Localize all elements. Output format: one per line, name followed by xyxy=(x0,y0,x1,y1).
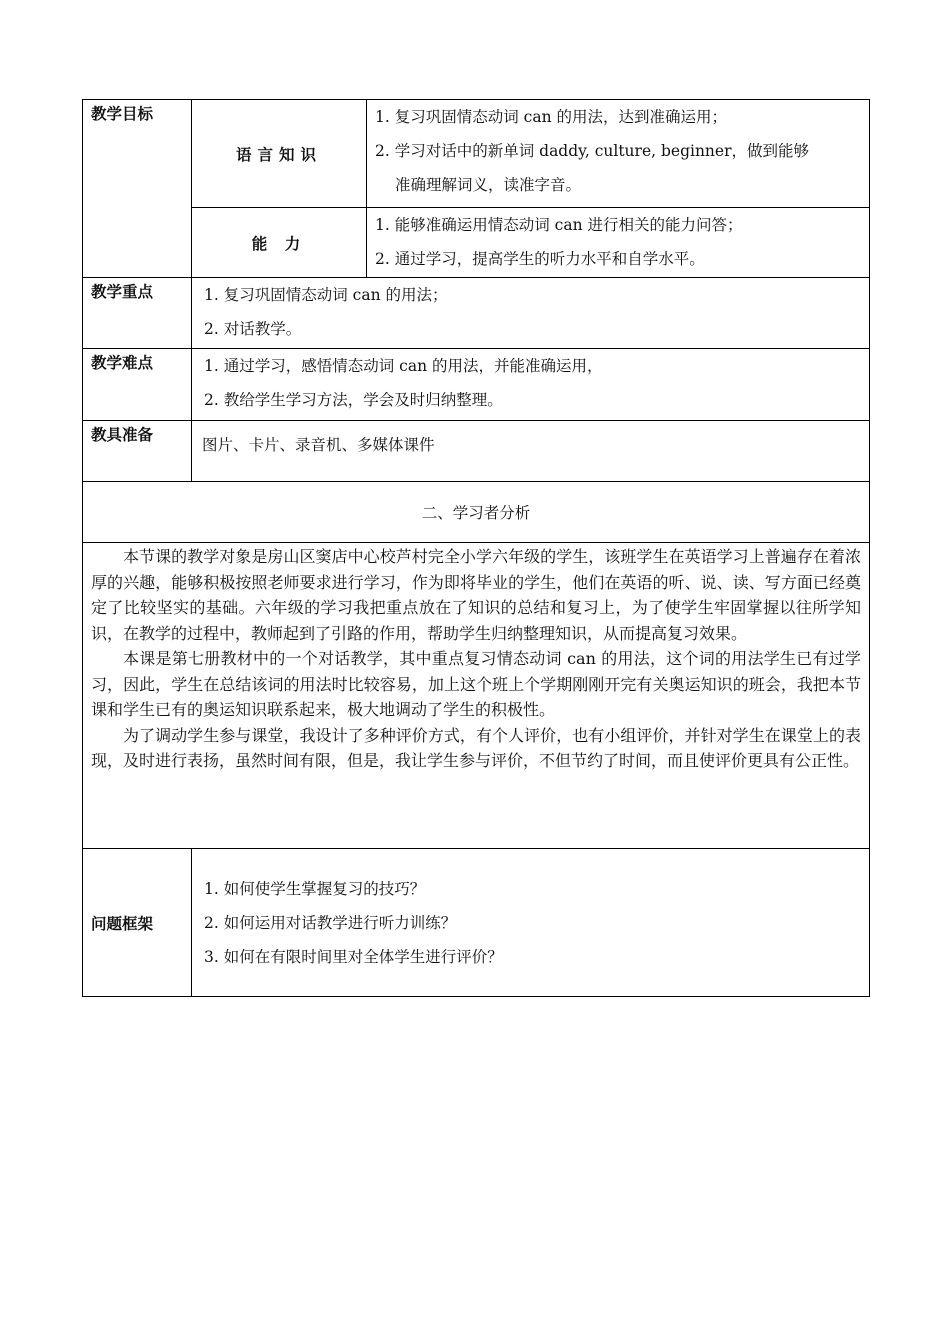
ability-label: 能 力 xyxy=(192,208,367,278)
tools-text: 图片、卡片、录音机、多媒体课件 xyxy=(202,436,435,454)
question-3: 3. 如何在有限时间里对全体学生进行评价？ xyxy=(204,947,503,966)
difficulties-heading: 教学难点 xyxy=(83,349,192,421)
objectives-heading: 教学目标 xyxy=(83,100,192,278)
analysis-paragraph-2: 本课是第七册教材中的一个对话教学，其中重点复习情态动词 can 的用法，这个词的用法学生已有过学习，因此，学生在总结该词的用法时比较容易，加上这个班上个学期刚刚开完有关奥运知识的班会，我把本节课和学生已有的奥运知识联系起来，极大地调动了学生的积极性。 xyxy=(91,649,861,719)
key-point-1: 1. 复习巩固情态动词 can 的用法； xyxy=(204,286,448,304)
objectives-language-row xyxy=(83,100,870,208)
learner-analysis-row xyxy=(83,543,870,849)
key-points-items xyxy=(192,278,870,349)
analysis-paragraph-3: 为了调动学生参与课堂，我设计了多种评价方式，有个人评价，也有小组评价，并针对学生在课堂上的表现，及时进行表扬，虽然时间有限，但是，我让学生参与评价，不但节约了时间，而且使评价更具有公正性。 xyxy=(91,725,861,770)
question-1: 1. 如何使学生掌握复习的技巧？ xyxy=(204,879,426,898)
language-knowledge-items xyxy=(367,100,870,208)
ability-item-2: 2. 通过学习，提高学生的听力水平和自学水平。 xyxy=(375,250,705,268)
objectives-ability-row xyxy=(83,208,870,278)
questions-heading: 问题框架 xyxy=(83,849,192,997)
tools-row xyxy=(83,421,870,482)
analysis-paragraph-1: 本节课的教学对象是房山区窦店中心校芦村完全小学六年级的学生，该班学生在英语学习上普遍存在着浓厚的兴趣，能够积极按照老师要求进行学习，作为即将毕业的学生，他们在英语的听、说、读、写方面已经奠定了比较坚实的基础。六年级的学习我把重点放在了知识的总结和复习上，为了使学生牢固掌握以往所学知识，在教学的过程中，教师起到了引路的作用，帮助学生归纳整理知识，从而提高复习效果。 xyxy=(91,547,861,643)
difficulties-row xyxy=(83,349,870,421)
language-item-1: 1. 复习巩固情态动词 can 的用法，达到准确运用； xyxy=(375,108,727,126)
key-point-2: 2. 对话教学。 xyxy=(204,320,302,338)
difficulty-2: 2. 教给学生学习方法，学会及时归纳整理。 xyxy=(204,391,503,409)
difficulty-1: 1. 通过学习，感悟情态动词 can 的用法，并能准确运用， xyxy=(204,357,603,375)
lesson-plan-table xyxy=(82,99,870,997)
questions-row xyxy=(83,849,870,997)
ability-item-1: 1. 能够准确运用情态动词 can 进行相关的能力问答； xyxy=(375,216,743,234)
learner-analysis-title-row xyxy=(83,482,870,543)
language-item-2-cont: 准确理解词义，读准字音。 xyxy=(395,176,582,194)
key-points-row xyxy=(83,278,870,349)
questions-items xyxy=(192,849,870,997)
tools-heading: 教具准备 xyxy=(83,421,192,482)
tools-cell xyxy=(192,421,870,482)
language-knowledge-label: 语言知识 xyxy=(192,100,367,208)
language-item-2: 2. 学习对话中的新单词 daddy, culture, beginner，做到能够 xyxy=(375,142,809,160)
ability-items xyxy=(367,208,870,278)
learner-analysis-body xyxy=(83,543,870,849)
question-2: 2. 如何运用对话教学进行听力训练？ xyxy=(204,913,457,932)
key-points-heading: 教学重点 xyxy=(83,278,192,349)
learner-analysis-title: 二、学习者分析 xyxy=(83,482,870,543)
difficulties-items xyxy=(192,349,870,421)
